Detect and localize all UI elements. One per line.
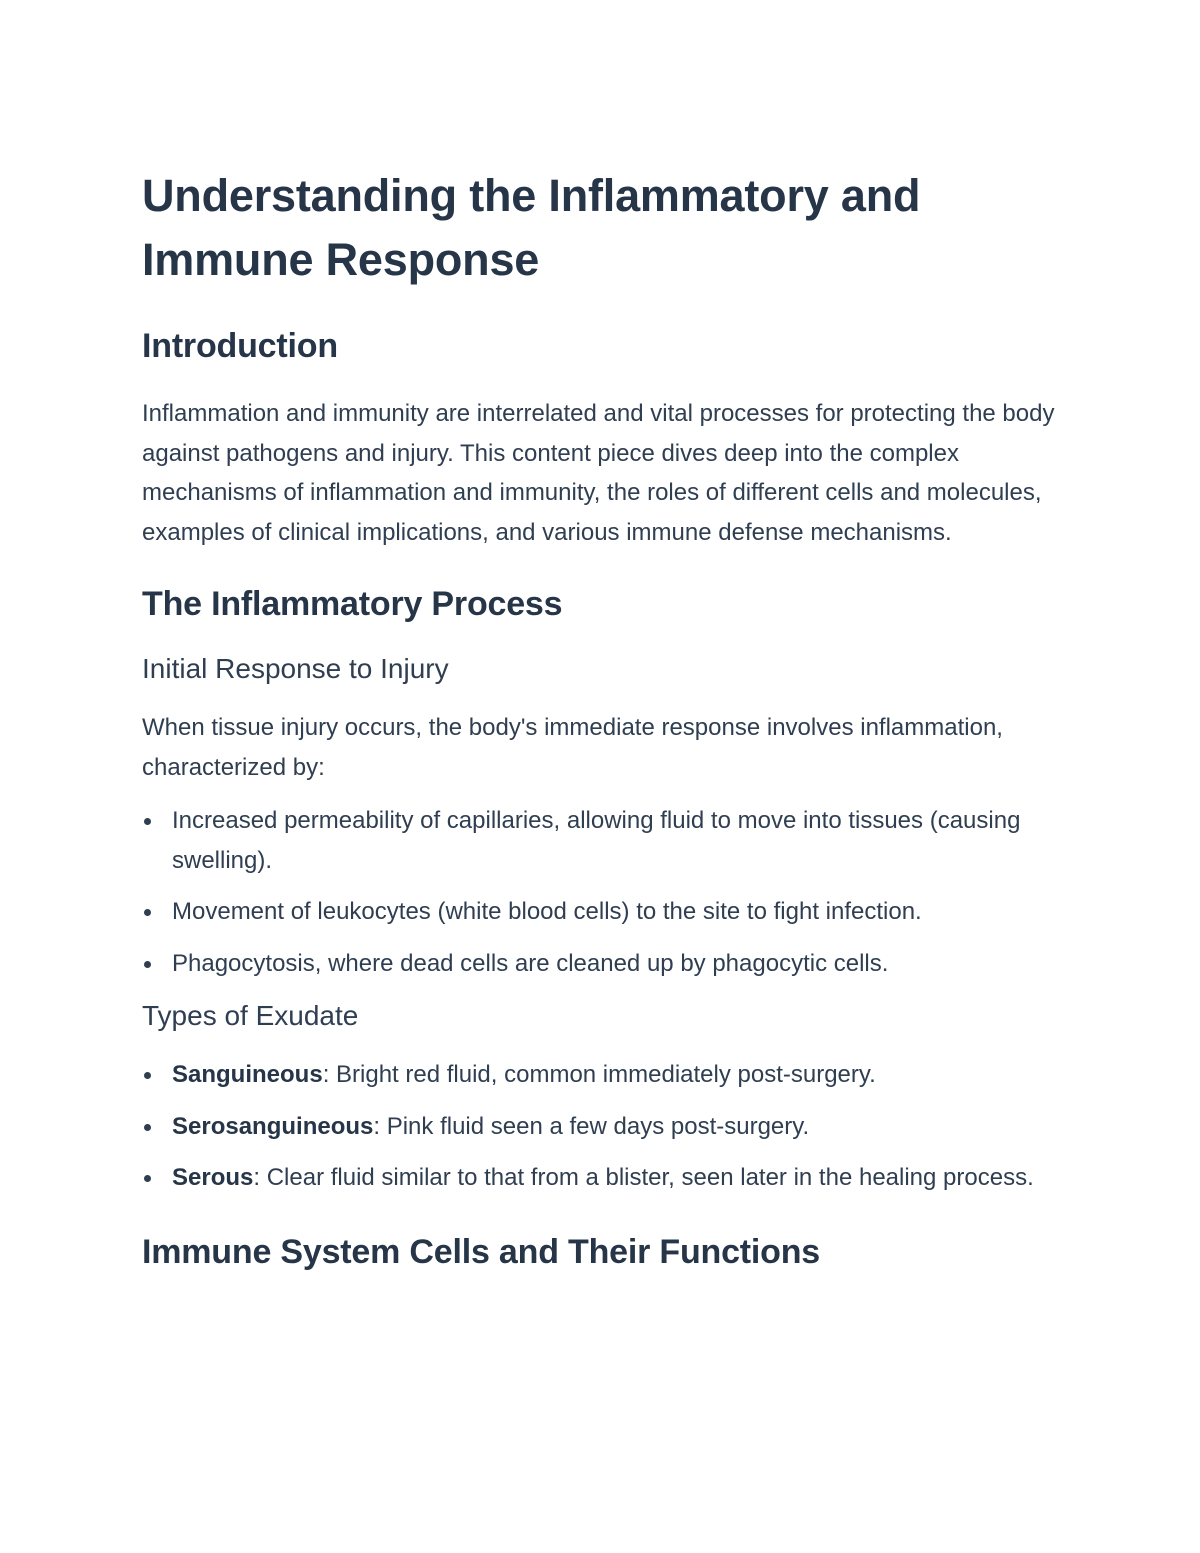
exudate-description: : Pink fluid seen a few days post-surgery. — [373, 1112, 810, 1140]
list-item-text: Increased permeability of capillaries, allowing fluid to move into tissues (causing swelling). — [172, 807, 1021, 874]
bullet-icon — [144, 909, 151, 916]
document-title: Understanding the Inflammatory and Immune Response — [142, 170, 921, 285]
list-item — [142, 801, 1072, 880]
exudate-term: Serous — [172, 1164, 254, 1191]
immune-cells-heading: Immune System Cells and Their Functions — [142, 1232, 821, 1271]
list-item-text: Phagocytosis, where dead cells are cleaned up by phagocytic cells. — [172, 949, 889, 977]
bullet-icon — [144, 1124, 151, 1131]
exudate-types-list — [142, 1055, 1072, 1198]
introduction-heading: Introduction — [142, 327, 338, 365]
exudate-description: : Bright red fluid, common immediately post-surgery. — [322, 1061, 876, 1088]
exudate-types-heading: Types of Exudate — [142, 1000, 359, 1031]
introduction-paragraph: Inflammation and immunity are interrelated and vital processes for protecting the body against pathogens and injury. This content piece dives deep into the complex mechanisms of inflammation and immunity, the roles of different cells and molecules, examples of clinical implications, and various immune defense mechanisms. — [142, 400, 1055, 546]
inflammation-characteristics-list — [142, 801, 1072, 983]
exudate-description: : Clear fluid similar to that from a blister, seen later in the healing process. — [253, 1164, 1034, 1191]
document-page — [142, 164, 1072, 1274]
exudate-term: Serosanguineous — [172, 1112, 374, 1140]
list-item — [142, 1107, 1072, 1147]
list-item — [142, 1055, 1072, 1095]
list-item — [142, 944, 1072, 984]
initial-response-heading: Initial Response to Injury — [142, 653, 449, 684]
bullet-icon — [144, 961, 151, 968]
initial-response-paragraph: When tissue injury occurs, the body's immediate response involves inflammation, characterized by: — [142, 714, 1003, 781]
bullet-icon — [144, 1175, 151, 1182]
exudate-term: Sanguineous — [172, 1061, 323, 1088]
list-item — [142, 892, 1072, 932]
list-item — [142, 1158, 1072, 1198]
inflammatory-process-heading: The Inflammatory Process — [142, 585, 563, 623]
bullet-icon — [144, 818, 151, 825]
list-item-text: Movement of leukocytes (white blood cells) to the site to fight infection. — [172, 898, 922, 925]
bullet-icon — [144, 1072, 151, 1079]
